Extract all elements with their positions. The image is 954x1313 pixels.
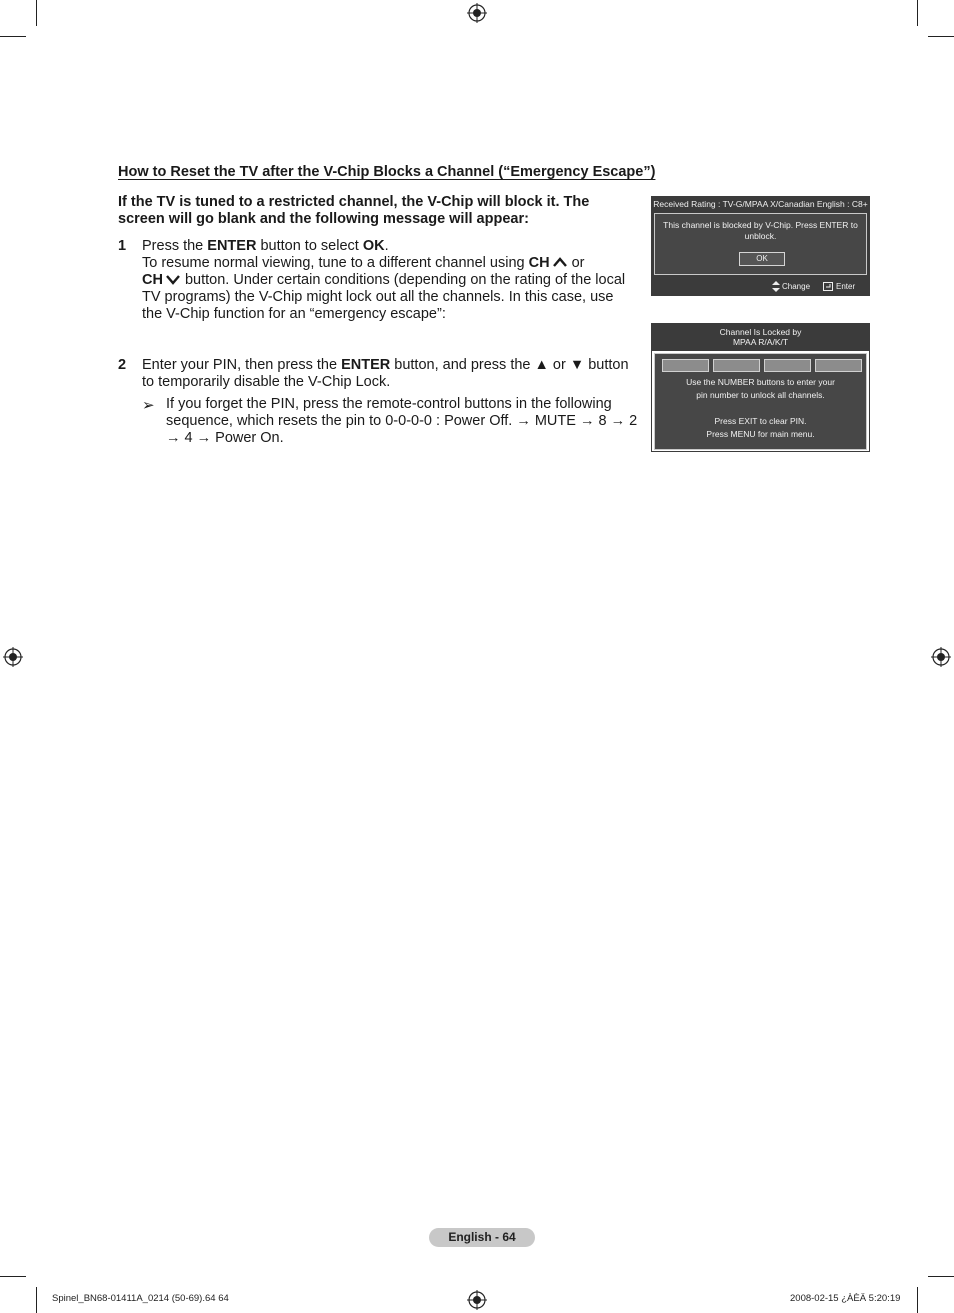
lock-header: [652, 324, 869, 351]
updown-icon: [772, 281, 780, 292]
chevron-up-icon: [552, 256, 568, 268]
blocked-message-box: [654, 213, 867, 275]
pin-digit-field[interactable]: [815, 359, 862, 372]
lock-title: Channel Is Locked by: [719, 327, 802, 337]
enter-icon: [823, 282, 833, 291]
lock-rating: MPAA R/A/K/T: [732, 337, 789, 347]
crop-mark: [928, 1276, 954, 1277]
step-2-text: Enter your PIN, then press the ENTER button, and press the ▲ or ▼ button to temporarily disable the V-Chip Lock.: [142, 357, 629, 390]
pin-digit-field[interactable]: [713, 359, 760, 372]
note-arrow-icon: ➢: [142, 397, 155, 414]
page-number-badge: English - 64: [429, 1228, 535, 1247]
menu-hint: Press MENU for main menu.: [706, 429, 815, 439]
registration-mark-icon: [467, 3, 487, 23]
crop-mark: [36, 1287, 37, 1313]
note-text: If you forget the PIN, press the remote-control buttons in the following sequence, which resets the pin to 0-0-0-0 : Power Off. → MUTE → 8 → 2 → 4 → Power On.: [166, 396, 638, 446]
step-number: 1: [118, 238, 127, 254]
enter-hint: Enter: [836, 282, 856, 291]
crop-mark: [917, 1287, 918, 1313]
ok-button[interactable]: OK: [739, 252, 785, 266]
step-number: 2: [118, 357, 127, 373]
crop-mark: [928, 36, 954, 37]
crop-mark: [36, 0, 37, 26]
crop-mark: [0, 1276, 26, 1277]
print-filename: Spinel_BN68-01411A_0214 (50-69).64 64: [52, 1293, 229, 1304]
step-1-text: Press the ENTER button to select OK. To resume normal viewing, tune to a different channel using CH or CH button. Under certain conditions (depending on the rating of the local TV programs) the V-Chip might lock out all the channels. In this case, use the V-Chip function for an “emergency escape”:: [142, 238, 626, 322]
pin-instruction: pin number to unlock all channels.: [696, 390, 825, 400]
registration-mark-icon: [3, 647, 23, 667]
blocked-message: This channel is blocked by V-Chip. Press ENTER to unblock.: [663, 220, 858, 241]
exit-hint: Press EXIT to clear PIN.: [714, 416, 807, 426]
pin-instruction: Use the NUMBER buttons to enter your: [686, 377, 835, 387]
crop-mark: [917, 0, 918, 26]
blocked-channel-screen: [651, 196, 870, 296]
received-rating: Received Rating : TV-G/MPAA X/Canadian English : C8+: [653, 199, 868, 209]
change-hint: Change: [782, 282, 811, 291]
pin-digit-field[interactable]: [662, 359, 709, 372]
pin-digit-field[interactable]: [764, 359, 811, 372]
registration-mark-icon: [931, 647, 951, 667]
intro-paragraph: If the TV is tuned to a restricted channel, the V-Chip will block it. The screen will go blank and the following message will appear:: [118, 194, 590, 227]
crop-mark: [0, 36, 26, 37]
section-heading: How to Reset the TV after the V-Chip Blocks a Channel (“Emergency Escape”): [118, 164, 656, 180]
pin-entry-screen: [651, 323, 870, 452]
registration-mark-icon: [467, 1290, 487, 1310]
print-date: 2008-02-15 ¿ÀÈÄ 5:20:19: [790, 1293, 901, 1304]
pin-panel: [654, 353, 867, 450]
chevron-down-icon: [165, 273, 181, 285]
